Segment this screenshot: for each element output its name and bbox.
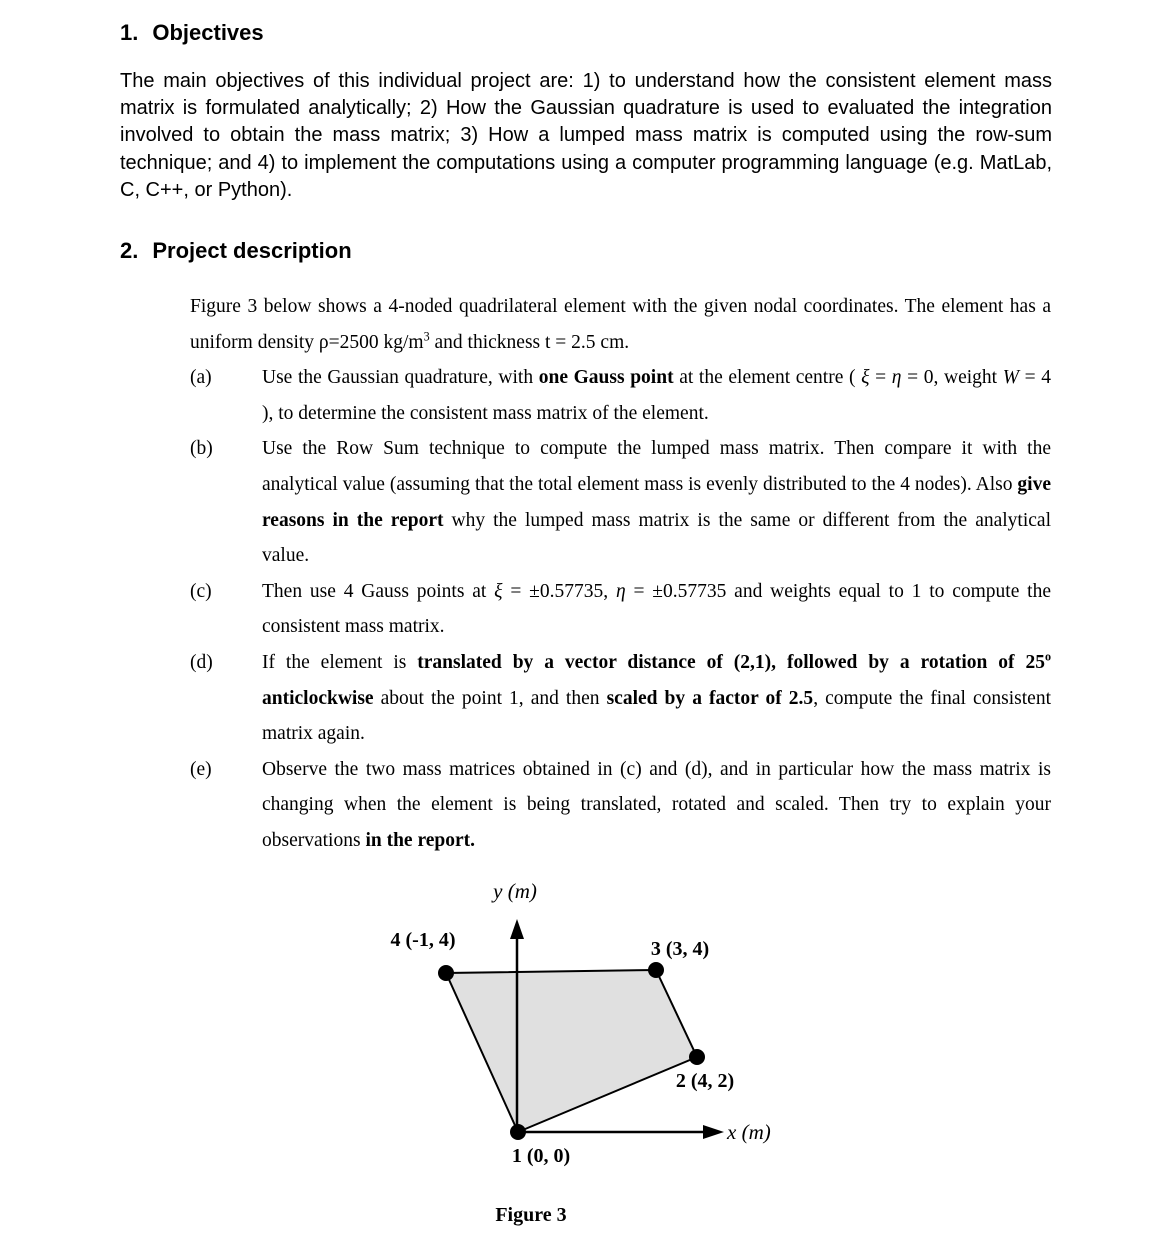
- text-segment: If the element is: [262, 651, 418, 673]
- section-1-title: Objectives: [152, 20, 264, 45]
- figure-intro-paragraph: [190, 289, 1051, 360]
- text-segment: η: [891, 367, 902, 389]
- list-item-a: [190, 360, 1051, 431]
- text-segment: at the element centre (: [673, 367, 862, 389]
- text-segment: = ±0.57735,: [502, 580, 616, 602]
- objectives-paragraph: The main objectives of this individual project are: 1) to understand how the consistent element mass matrix is formulated analytically; 2) How the Gaussian quadrature is used to evaluated the integration involved to obtain the mass matrix; 3) How a lumped mass matrix is computed using the row-sum technique; and 4) to implement the computations using a computer programming language (e.g. MatLab, C, C++, or Python).: [120, 70, 1052, 201]
- list-item-label-e: (e): [190, 758, 212, 780]
- list-item-label-b: (b): [190, 438, 213, 460]
- list-item-e: [190, 752, 1051, 859]
- text-segment: translated by a vector distance of (2,1),: [417, 651, 777, 673]
- x-axis-arrowhead: [703, 1125, 724, 1139]
- node-4-dot: [438, 965, 454, 981]
- text-segment: , compute the final consistent matrix again.: [262, 687, 1051, 745]
- text-segment: one Gauss point: [538, 367, 674, 389]
- node-1-label: 1 (0, 0): [511, 1145, 571, 1167]
- list-item-b: [190, 431, 1051, 573]
- text-segment: =: [869, 367, 892, 389]
- text-segment: anticlockwise: [262, 687, 374, 709]
- x-axis-label: x (m): [727, 1120, 771, 1144]
- section-2-number: 2.: [120, 238, 139, 263]
- quadrilateral-element: [446, 970, 697, 1132]
- figure-caption: Figure 3: [495, 1204, 567, 1226]
- text-segment: W: [1002, 367, 1019, 389]
- y-axis-label: y (m): [493, 879, 537, 903]
- text-segment: Then use 4 Gauss points at: [262, 580, 495, 602]
- section-2-title: Project description: [152, 238, 352, 263]
- node-2-label: 2 (4, 2): [675, 1070, 735, 1092]
- text-segment: and thickness t = 2.5 cm.: [429, 331, 630, 353]
- section-1-number: 1.: [120, 20, 139, 45]
- list-item-label-a: (a): [190, 367, 212, 389]
- task-list: [190, 360, 1051, 858]
- figure-3-sketch: [330, 858, 800, 1208]
- text-segment: Use the Row Sum technique to compute the lumped mass matrix. Then compare it with the analytical value (assuming that the total element mass is evenly distributed to the 4 nodes). Also: [262, 438, 1051, 495]
- text-segment: why the lumped mass matrix is the same or different from the analytical value.: [262, 509, 1051, 567]
- section-1-heading: [120, 20, 264, 46]
- list-item-text-b: [262, 431, 1051, 573]
- node-4-label: 4 (-1, 4): [390, 929, 456, 951]
- text-segment: about the point 1, and then: [373, 687, 607, 709]
- text-segment: give reasons in the report: [262, 473, 1051, 531]
- text-segment: 3: [423, 329, 430, 344]
- list-item-text-c: [262, 574, 1051, 645]
- text-segment: Use the Gaussian quadrature, with: [262, 367, 539, 389]
- project-description-body: [190, 289, 1051, 859]
- text-segment: ξ: [494, 580, 503, 602]
- node-2-dot: [689, 1049, 705, 1065]
- list-item-text-e: [262, 752, 1051, 859]
- text-segment: Observe the two mass matrices obtained in (c) and (d), and in particular how the mass matrix is changing when the element is being translated, rotated and scaled. Then try to explain your observations: [262, 758, 1051, 851]
- list-item-c: [190, 574, 1051, 645]
- text-segment: = 0, weight: [901, 367, 1003, 389]
- list-item-label-c: (c): [190, 580, 212, 602]
- text-segment: ξ: [861, 367, 870, 389]
- list-item-text-d: [262, 645, 1051, 752]
- text-segment: followed by a rotation of 25: [786, 651, 1045, 673]
- text-segment: scaled by a factor of 2.5: [606, 687, 814, 709]
- list-item-text-a: [262, 360, 1051, 431]
- text-segment: o: [1044, 649, 1051, 664]
- node-1-dot: [510, 1124, 526, 1140]
- text-segment: η: [615, 580, 626, 602]
- text-segment: Figure 3 below shows a 4-noded quadrilateral element with the given nodal coordinates. The element has a uniform density ρ=2500 kg/m: [190, 296, 1051, 353]
- text-segment: = 4 ), to determine the consistent mass matrix of the element.: [262, 367, 1052, 424]
- section-2-heading: [120, 238, 352, 264]
- text-segment: in the report.: [365, 829, 476, 851]
- list-item-d: [190, 645, 1051, 752]
- text-segment: = ±0.57735 and weights equal to 1 to compute the consistent mass matrix.: [262, 580, 1051, 638]
- node-3-label: 3 (3, 4): [650, 938, 710, 960]
- node-3-dot: [648, 962, 664, 978]
- text-segment: [776, 652, 787, 673]
- list-item-label-d: (d): [190, 651, 213, 673]
- y-axis-arrowhead: [510, 919, 524, 939]
